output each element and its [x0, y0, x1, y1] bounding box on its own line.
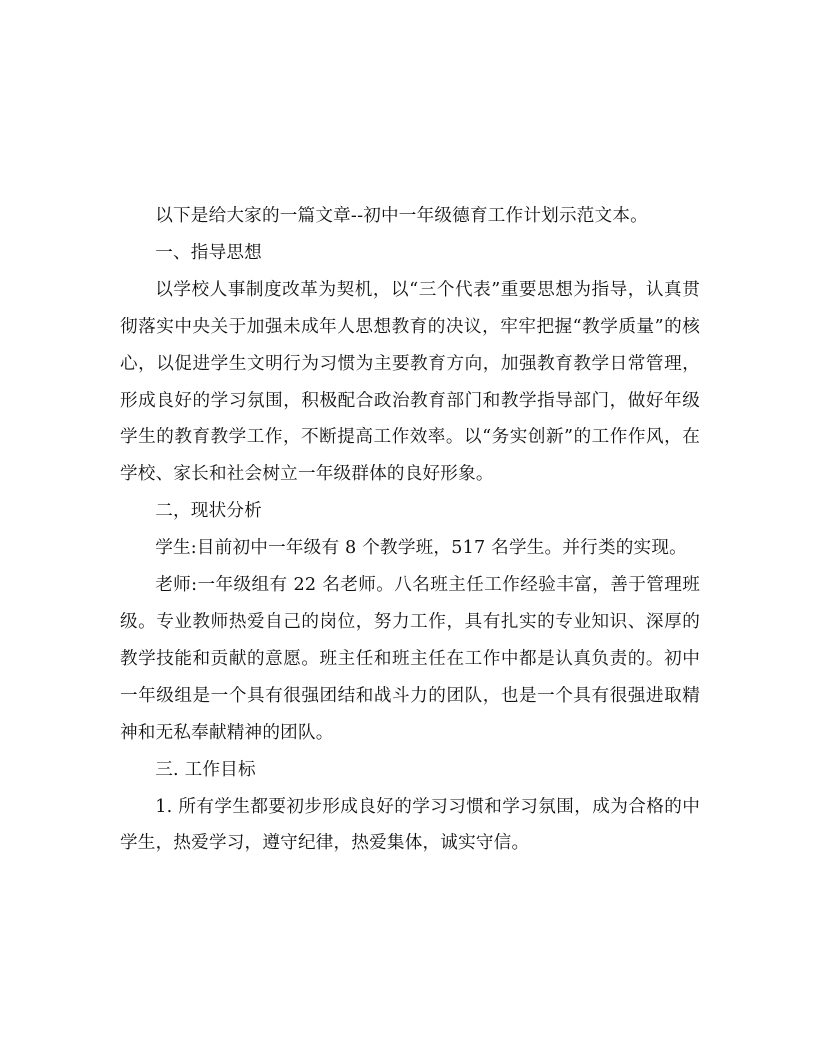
section-2-heading: 二，现状分析 — [155, 501, 262, 522]
document-body — [120, 198, 700, 862]
teachers-paragraph: 老师:一年级组有 22 名老师。八名班主任工作经验丰富，善于管理班级。专业教师热爱自己的岗位，努力工作，具有扎实的专业知识、深厚的教学技能和贡献的意愿。班主任和班主任在工作中都是认真负责的。初中一年级组是一个具有很强团结和战斗力的团队，也是一个具有很强进取精神和无私奉献精神的团队。 — [120, 575, 700, 743]
students-paragraph: 学生:目前初中一年级有 8 个教学班，517 名学生。并行类的实现。 — [155, 538, 687, 559]
section-3-heading: 三. 工作目标 — [155, 759, 256, 780]
section-1-heading: 一、指导思想 — [155, 242, 262, 263]
goal-item-1: 1. 所有学生都要初步形成良好的学习习惯和学习氛围，成为合格的中学生，热爱学习，遵守纪律，热爱集体，诚实守信。 — [120, 796, 700, 854]
intro-paragraph: 以下是给大家的一篇文章--初中一年级德育工作计划示范文本。 — [155, 206, 648, 226]
section-1-paragraph: 以学校人事制度改革为契机，以“三个代表”重要思想为指导，认真贯彻落实中央关于加强未成年人思想教育的决议，牢牢把握“教学质量”的核心，以促进学生文明行为习惯为主要教育方向，加强教育教学日常管理，形成良好的学习氛围，积极配合政治教育部门和教学指导部门，做好年级学生的教育教学工作，不断提高工作效率。以“务实创新”的工作作风，在学校、家长和社会树立一年级群体的良好形象。 — [120, 279, 700, 485]
